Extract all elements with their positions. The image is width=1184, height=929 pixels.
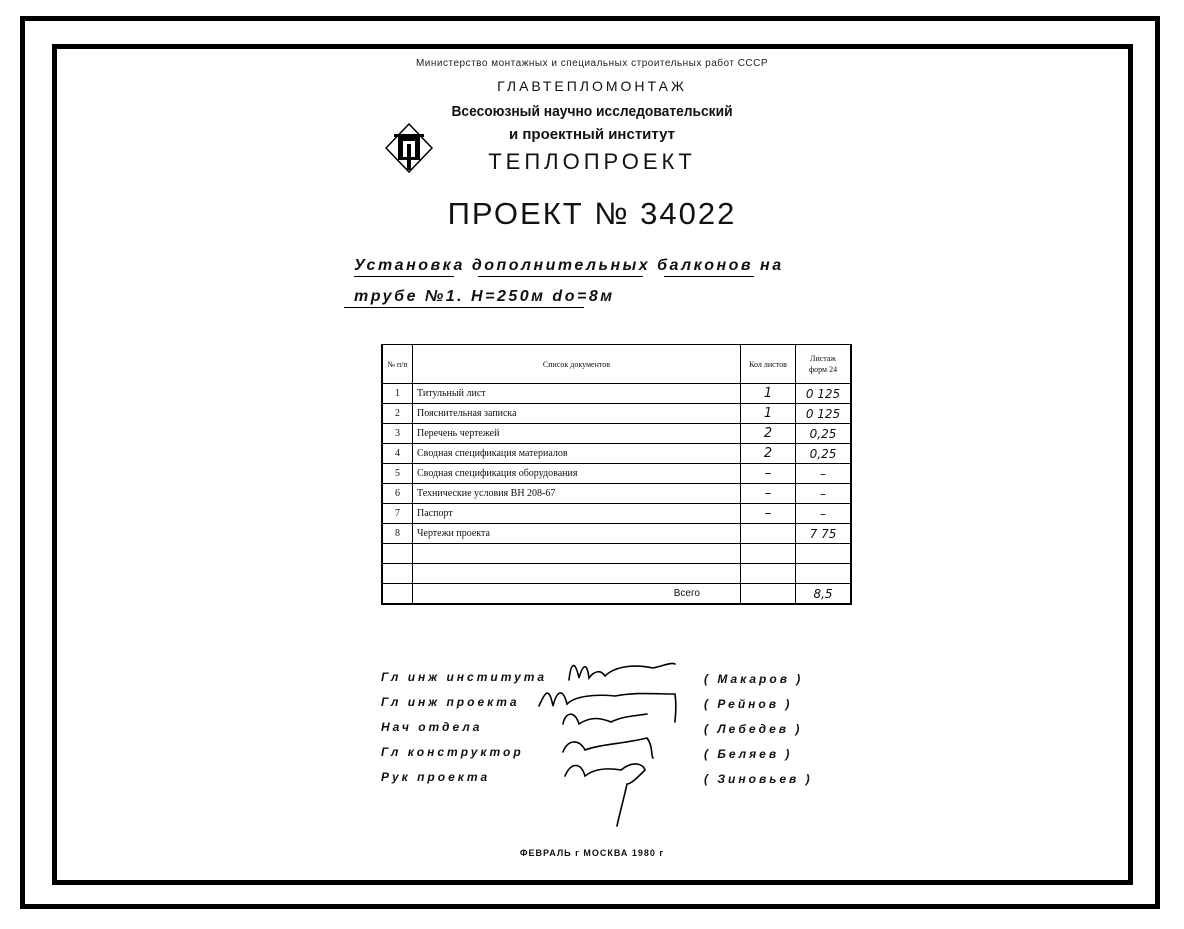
table-row [382,404,851,424]
row-size: 0 125 [796,404,852,424]
underline [344,307,584,308]
header-size: Листаж форм 24 [796,345,852,384]
institute-line-1: Всесоюзный научно исследовательский [451,103,733,120]
row-name: Сводная спецификация материалов [413,444,741,464]
row-sheets [741,564,796,584]
institute-logo-icon [384,122,434,174]
table-row [382,424,851,444]
signature-name: ( Макаров ) [704,672,804,686]
institute-line-2: и проектный институт [508,126,675,143]
row-num: 8 [382,524,413,544]
signature-title: Гл конструктор [381,745,524,759]
documents-table [381,344,852,605]
signature-title: Рук проекта [381,770,491,784]
project-title: ПРОЕКТ № 34022 [447,196,737,231]
table-header-row [382,345,851,384]
total-label: Всего [413,584,741,605]
row-sheets: – [741,464,796,484]
header-num: № п/п [382,345,413,384]
signature-title: Гл инж проекта [381,695,520,709]
row-num: 5 [382,464,413,484]
row-name: Перечень чертежей [413,424,741,444]
row-name [413,564,741,584]
underline [478,276,643,277]
row-size: 7 75 [796,524,852,544]
signature-name: ( Рейнов ) [704,697,793,711]
row-size: – [796,484,852,504]
ministry-line: Министерство монтажных и специальных строительных работ СССР [415,58,769,69]
table-total-row [382,584,851,605]
header-name: Список документов [413,345,741,384]
table-row [382,544,851,564]
row-size: 0 125 [796,384,852,404]
row-size [796,564,852,584]
row-name [413,544,741,564]
row-sheets: – [741,484,796,504]
row-name: Чертежи проекта [413,524,741,544]
table-row [382,384,851,404]
institute-name: ТЕПЛОПРОЕКТ [488,149,696,174]
row-name: Паспорт [413,504,741,524]
footer-date-place: ФЕВРАЛЬ г МОСКВА 1980 г [519,848,665,858]
signature-title: Нач отдела [381,720,483,734]
row-sheets: 2 [741,444,796,464]
row-sheets: 1 [741,384,796,404]
row-name: Технические условия ВН 208-67 [413,484,741,504]
table-row [382,504,851,524]
glavk-name: ГЛАВТЕПЛОМОНТАЖ [497,78,687,94]
row-name: Пояснительная записка [413,404,741,424]
signature-name: ( Беляев ) [704,747,793,761]
handwritten-signatures [535,652,710,830]
subject-line-1: Установка дополнительных балконов на [354,257,784,274]
row-num: 6 [382,484,413,504]
row-size: 0,25 [796,444,852,464]
row-num: 4 [382,444,413,464]
table-row [382,444,851,464]
signature-title: Гл инж института [381,670,548,684]
row-num: 1 [382,384,413,404]
row-size: – [796,464,852,484]
table-row [382,464,851,484]
row-sheets [741,544,796,564]
total-value: 8,5 [796,584,852,605]
table-row [382,524,851,544]
underline [354,276,454,277]
total-num [382,584,413,605]
row-sheets: 2 [741,424,796,444]
table-row [382,564,851,584]
table-row [382,484,851,504]
row-name: Титульный лист [413,384,741,404]
row-num: 7 [382,504,413,524]
row-sheets: 1 [741,404,796,424]
row-num [382,544,413,564]
underline [664,276,754,277]
row-size [796,544,852,564]
signature-name: ( Лебедев ) [704,722,803,736]
subject-line-2: трубе №1. Н=250м do=8м [354,288,615,305]
row-sheets [741,524,796,544]
row-name: Сводная спецификация оборудования [413,464,741,484]
signature-name: ( Зиновьев ) [704,772,813,786]
row-size: – [796,504,852,524]
row-num: 2 [382,404,413,424]
row-num [382,564,413,584]
total-sheets [741,584,796,605]
row-size: 0,25 [796,424,852,444]
row-num: 3 [382,424,413,444]
header-sheets: Кол листов [741,345,796,384]
row-sheets: – [741,504,796,524]
